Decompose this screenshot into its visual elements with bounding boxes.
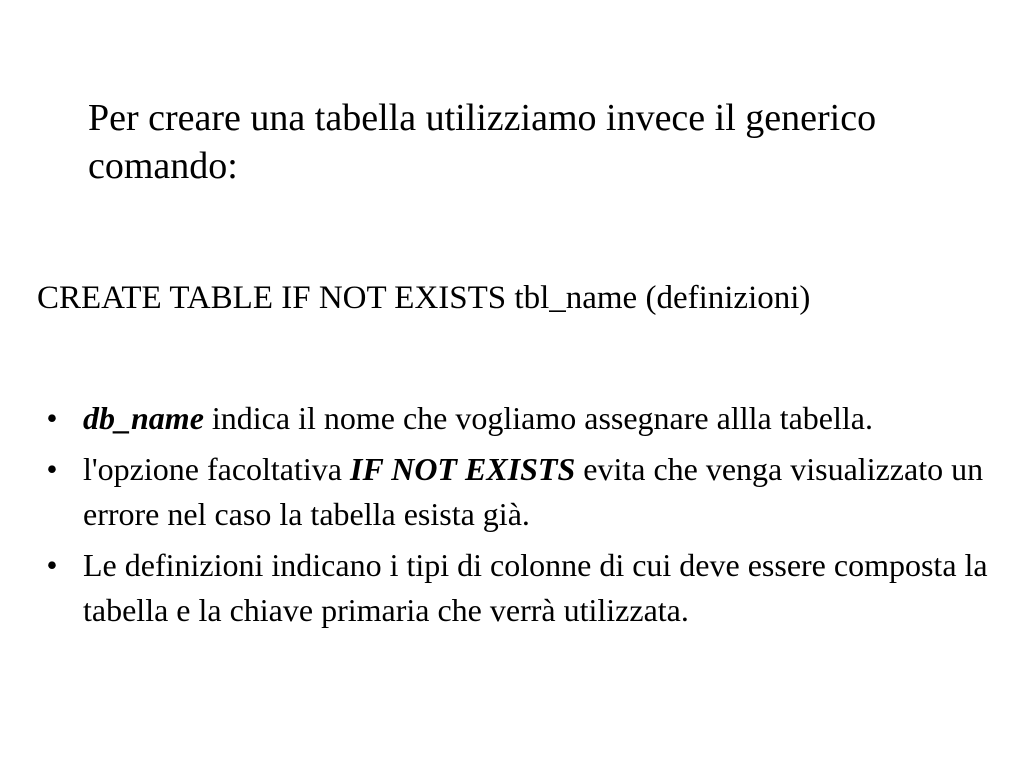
bullet-text: Le definizioni indicano i tipi di colonne di cui deve essere composta la tabella e la chiave primaria che verrà utilizzata.: [83, 547, 988, 628]
bullet-item-definizioni: [0, 543, 1010, 633]
bullet-icon: •: [46, 400, 58, 436]
intro-text: Per creare una tabella utilizziamo invece il generico comando:: [88, 97, 877, 187]
bullet-emphasis: IF NOT EXISTS: [349, 451, 576, 487]
bullet-item-if-not-exists: [0, 447, 1010, 537]
bullet-text: indica il nome che vogliamo assegnare allla tabella.: [203, 400, 873, 436]
sql-command: CREATE TABLE IF NOT EXISTS tbl_name (definizioni): [37, 280, 811, 316]
bullet-list: [0, 396, 1010, 639]
bullet-icon: •: [46, 547, 58, 583]
bullet-text: evita che venga visualizzato un errore nel caso la tabella esista già.: [83, 451, 984, 532]
bullet-emphasis: db_name: [83, 400, 204, 436]
bullet-icon: •: [46, 451, 58, 487]
bullet-item-db-name: [0, 396, 1010, 441]
bullet-text-before: l'opzione facoltativa: [83, 451, 350, 487]
